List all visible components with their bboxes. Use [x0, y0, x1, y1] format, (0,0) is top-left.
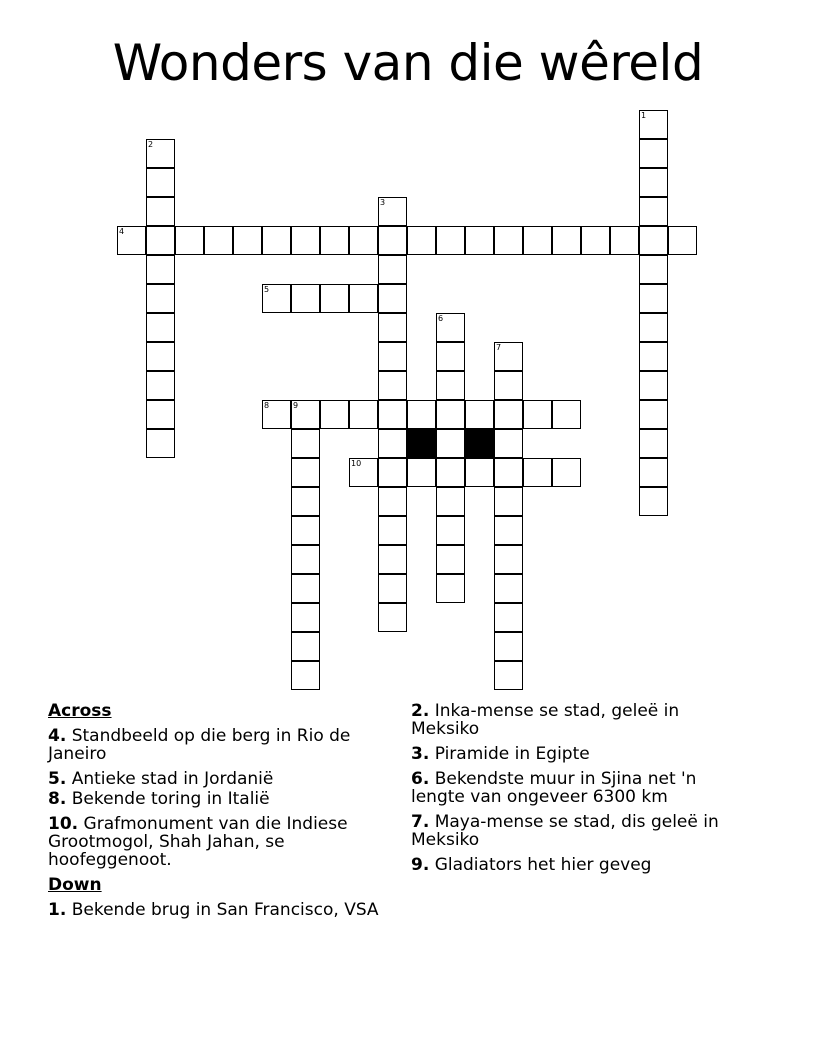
clue-across-5: [48, 770, 393, 788]
cell-number: 8: [264, 401, 270, 410]
clue-text: Inka-mense se stad, geleë in Meksiko: [411, 701, 680, 739]
grid-cell[interactable]: [494, 226, 523, 255]
grid-cell[interactable]: [320, 284, 349, 313]
clue-text: Maya-mense se stad, dis geleë in Meksiko: [411, 812, 719, 850]
cell-number: 6: [438, 314, 444, 323]
clue-text: Bekendste muur in Sjina net 'n lengte van ongeveer 6300 km: [411, 769, 697, 807]
grid-cell[interactable]: [378, 197, 407, 226]
grid-cell[interactable]: [146, 313, 175, 342]
clue-text: Standbeeld op die berg in Rio de Janeiro: [48, 726, 351, 764]
grid-cell[interactable]: [639, 226, 668, 255]
grid-cell[interactable]: [378, 603, 407, 632]
grid-cell[interactable]: [146, 429, 175, 458]
grid-cell[interactable]: [494, 400, 523, 429]
grid-cell[interactable]: [639, 313, 668, 342]
clue-number: 10.: [48, 814, 79, 834]
grid-cell[interactable]: [291, 661, 320, 690]
grid-cell[interactable]: [639, 284, 668, 313]
grid-cell[interactable]: [639, 342, 668, 371]
clue-text: Piramide in Egipte: [434, 744, 590, 764]
grid-cell[interactable]: [436, 400, 465, 429]
grid-cell[interactable]: [494, 371, 523, 400]
grid-cell[interactable]: [378, 458, 407, 487]
grid-cell[interactable]: [291, 400, 320, 429]
grid-cell[interactable]: [494, 632, 523, 661]
grid-cell[interactable]: [291, 574, 320, 603]
clue-text: Bekende toring in Italië: [71, 789, 270, 809]
cell-number: 5: [264, 285, 270, 294]
grid-cell[interactable]: [291, 226, 320, 255]
grid-cell[interactable]: [436, 516, 465, 545]
grid-cell[interactable]: [494, 342, 523, 371]
clue-across-4: [48, 727, 393, 763]
grid-cell[interactable]: [378, 516, 407, 545]
grid-cell[interactable]: [291, 429, 320, 458]
grid-cell[interactable]: [494, 545, 523, 574]
black-cell: [407, 429, 436, 458]
grid-cell[interactable]: [436, 429, 465, 458]
clue-number: 7.: [411, 812, 430, 832]
grid-cell[interactable]: [378, 284, 407, 313]
clue-number: 6.: [411, 769, 430, 789]
grid-cell[interactable]: [436, 226, 465, 255]
grid-cell[interactable]: [320, 226, 349, 255]
grid-cell[interactable]: [436, 545, 465, 574]
grid-cell[interactable]: [494, 429, 523, 458]
grid-cell[interactable]: [291, 632, 320, 661]
grid-cell[interactable]: [639, 400, 668, 429]
grid-cell[interactable]: [146, 168, 175, 197]
grid-cell[interactable]: [378, 574, 407, 603]
grid-cell[interactable]: [262, 400, 291, 429]
grid-cell[interactable]: [639, 197, 668, 226]
grid-cell[interactable]: [494, 458, 523, 487]
clue-number: 3.: [411, 744, 430, 764]
grid-cell[interactable]: [117, 226, 146, 255]
clue-down-6: [411, 770, 751, 806]
grid-cell[interactable]: [552, 458, 581, 487]
grid-cell[interactable]: [639, 429, 668, 458]
clue-number: 8.: [48, 789, 67, 809]
black-cell: [465, 429, 494, 458]
grid-cell[interactable]: [262, 226, 291, 255]
clue-number: 5.: [48, 769, 67, 789]
cell-number: 10: [351, 459, 362, 468]
grid-cell[interactable]: [320, 400, 349, 429]
clue-text: Antieke stad in Jordanië: [71, 769, 274, 789]
grid-cell[interactable]: [291, 284, 320, 313]
grid-cell[interactable]: [146, 255, 175, 284]
grid-cell[interactable]: [494, 603, 523, 632]
grid-cell[interactable]: [291, 545, 320, 574]
grid-cell[interactable]: [349, 226, 378, 255]
grid-cell[interactable]: [262, 284, 291, 313]
grid-cell[interactable]: [436, 313, 465, 342]
grid-cell[interactable]: [378, 429, 407, 458]
grid-cell[interactable]: [523, 226, 552, 255]
clue-across-8: [48, 790, 393, 808]
grid-cell[interactable]: [175, 226, 204, 255]
grid-cell[interactable]: [581, 226, 610, 255]
grid-cell[interactable]: [146, 371, 175, 400]
grid-cell[interactable]: [378, 400, 407, 429]
grid-cell[interactable]: [436, 371, 465, 400]
grid-cell[interactable]: [552, 226, 581, 255]
clue-down-7: [411, 813, 751, 849]
cell-number: 3: [380, 198, 386, 207]
grid-cell[interactable]: [146, 197, 175, 226]
grid-cell[interactable]: [378, 545, 407, 574]
down-heading: Down: [48, 875, 102, 895]
grid-cell[interactable]: [291, 516, 320, 545]
clue-number: 2.: [411, 701, 430, 721]
cell-number: 9: [293, 401, 299, 410]
grid-cell[interactable]: [465, 226, 494, 255]
clue-down-3: [411, 745, 751, 763]
clue-number: 9.: [411, 855, 430, 875]
grid-cell[interactable]: [436, 458, 465, 487]
grid-cell[interactable]: [436, 574, 465, 603]
cell-number: 4: [119, 227, 125, 236]
grid-cell[interactable]: [523, 400, 552, 429]
grid-cell[interactable]: [407, 458, 436, 487]
clue-number: 4.: [48, 726, 67, 746]
grid-cell[interactable]: [639, 110, 668, 139]
grid-cell[interactable]: [465, 400, 494, 429]
grid-cell[interactable]: [349, 458, 378, 487]
grid-cell[interactable]: [378, 226, 407, 255]
grid-cell[interactable]: [407, 400, 436, 429]
grid-cell[interactable]: [146, 284, 175, 313]
clues-left-column: [48, 702, 393, 926]
clue-text: Grafmonument van die Indiese Grootmogol, Shah Jahan, se hoofeggenoot.: [48, 814, 348, 870]
grid-cell[interactable]: [378, 313, 407, 342]
clue-text: Bekende brug in San Francisco, VSA: [71, 900, 379, 920]
grid-cell[interactable]: [378, 487, 407, 516]
cell-number: 7: [496, 343, 502, 352]
grid-cell[interactable]: [146, 400, 175, 429]
grid-cell[interactable]: [494, 574, 523, 603]
grid-cell[interactable]: [436, 342, 465, 371]
grid-cell[interactable]: [349, 284, 378, 313]
grid-cell[interactable]: [291, 603, 320, 632]
clue-down-2: [411, 702, 751, 738]
clue-down-9: [411, 856, 751, 874]
grid-cell[interactable]: [378, 371, 407, 400]
grid-cell[interactable]: [668, 226, 697, 255]
grid-cell[interactable]: [291, 487, 320, 516]
clues-right-column: [411, 702, 751, 881]
grid-cell[interactable]: [639, 458, 668, 487]
clue-number: 1.: [48, 900, 67, 920]
grid-cell[interactable]: [610, 226, 639, 255]
grid-cell[interactable]: [204, 226, 233, 255]
grid-cell[interactable]: [494, 661, 523, 690]
cell-number: 1: [641, 111, 647, 120]
grid-cell[interactable]: [436, 487, 465, 516]
clue-across-10: [48, 815, 393, 869]
grid-cell[interactable]: [494, 516, 523, 545]
clue-down-1: [48, 901, 393, 919]
grid-cell[interactable]: [639, 168, 668, 197]
clue-text: Gladiators het hier geveg: [434, 855, 652, 875]
grid-cell[interactable]: [349, 400, 378, 429]
grid-cell[interactable]: [233, 226, 262, 255]
cell-number: 2: [148, 140, 154, 149]
grid-cell[interactable]: [639, 371, 668, 400]
grid-cell[interactable]: [639, 139, 668, 168]
puzzle-title: Wonders van die wêreld: [112, 34, 704, 92]
grid-cell[interactable]: [639, 255, 668, 284]
grid-cell[interactable]: [146, 226, 175, 255]
grid-cell[interactable]: [494, 487, 523, 516]
grid-cell[interactable]: [523, 458, 552, 487]
grid-cell[interactable]: [552, 400, 581, 429]
grid-cell[interactable]: [146, 139, 175, 168]
grid-cell[interactable]: [378, 342, 407, 371]
grid-cell[interactable]: [639, 487, 668, 516]
grid-cell[interactable]: [146, 342, 175, 371]
grid-cell[interactable]: [465, 458, 494, 487]
across-heading: Across: [48, 701, 112, 721]
grid-cell[interactable]: [291, 458, 320, 487]
grid-cell[interactable]: [407, 226, 436, 255]
grid-cell[interactable]: [378, 255, 407, 284]
